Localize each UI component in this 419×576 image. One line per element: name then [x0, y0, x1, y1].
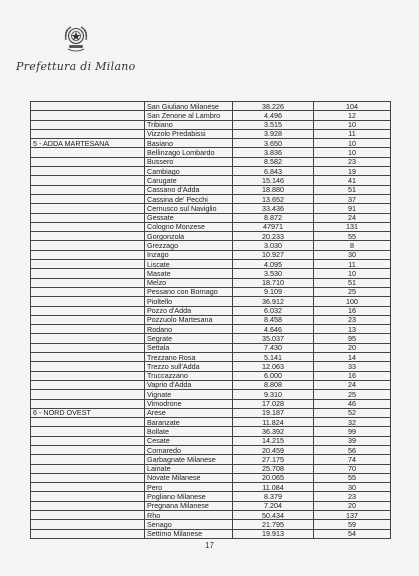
- population-cell: 4.646: [233, 325, 314, 334]
- municipality-cell: Basiano: [145, 139, 233, 148]
- count-cell: 20: [314, 343, 391, 352]
- municipality-cell: Melzo: [145, 278, 233, 287]
- district-cell: [31, 464, 145, 473]
- table-row: [31, 232, 391, 241]
- district-cell: [31, 325, 145, 334]
- municipality-cell: San Zenone al Lambro: [145, 111, 233, 120]
- municipality-cell: Pioltello: [145, 297, 233, 306]
- district-cell: [31, 148, 145, 157]
- table-row: [31, 111, 391, 120]
- table-row: [31, 213, 391, 222]
- population-cell: 3.836: [233, 148, 314, 157]
- population-cell: 6.000: [233, 371, 314, 380]
- municipality-cell: Vimodrone: [145, 399, 233, 408]
- count-cell: 46: [314, 399, 391, 408]
- district-cell: [31, 343, 145, 352]
- count-cell: 13: [314, 325, 391, 334]
- district-cell: [31, 390, 145, 399]
- population-cell: 8.872: [233, 213, 314, 222]
- population-cell: 7.204: [233, 501, 314, 510]
- population-cell: 3.650: [233, 139, 314, 148]
- population-cell: 5.141: [233, 353, 314, 362]
- table-row: [31, 455, 391, 464]
- count-cell: 131: [314, 222, 391, 231]
- district-cell: [31, 176, 145, 185]
- district-cell: [31, 315, 145, 324]
- population-cell: 36.392: [233, 427, 314, 436]
- district-cell: [31, 353, 145, 362]
- district-cell: [31, 287, 145, 296]
- district-cell: [31, 371, 145, 380]
- population-cell: 18.710: [233, 278, 314, 287]
- count-cell: 37: [314, 194, 391, 203]
- count-cell: 51: [314, 185, 391, 194]
- population-cell: 8.379: [233, 492, 314, 501]
- table-row: [31, 185, 391, 194]
- municipality-cell: Segrate: [145, 334, 233, 343]
- municipality-cell: Pessano con Bornago: [145, 287, 233, 296]
- count-cell: 55: [314, 473, 391, 482]
- district-cell: [31, 250, 145, 259]
- municipality-cell: Pregnana Milanese: [145, 501, 233, 510]
- municipality-cell: Tribiano: [145, 120, 233, 129]
- municipality-cell: Settimo Milanese: [145, 529, 233, 538]
- district-cell: [31, 362, 145, 371]
- district-cell: [31, 399, 145, 408]
- table-row: [31, 194, 391, 203]
- count-cell: 39: [314, 436, 391, 445]
- municipality-cell: Arese: [145, 408, 233, 417]
- table-row: [31, 222, 391, 231]
- population-cell: 3.515: [233, 120, 314, 129]
- municipality-cell: Carugate: [145, 176, 233, 185]
- district-cell: [31, 102, 145, 111]
- table-row: [31, 250, 391, 259]
- municipality-cell: Rodano: [145, 325, 233, 334]
- population-cell: 50.434: [233, 511, 314, 520]
- municipality-cell: Bussero: [145, 157, 233, 166]
- count-cell: 56: [314, 445, 391, 454]
- count-cell: 23: [314, 157, 391, 166]
- district-cell: [31, 297, 145, 306]
- table-row: [31, 520, 391, 529]
- count-cell: 30: [314, 483, 391, 492]
- count-cell: 99: [314, 427, 391, 436]
- municipality-cell: Bollate: [145, 427, 233, 436]
- count-cell: 16: [314, 306, 391, 315]
- count-cell: 55: [314, 232, 391, 241]
- population-cell: 47971: [233, 222, 314, 231]
- municipality-cell: Vaprio d'Adda: [145, 380, 233, 389]
- district-cell: [31, 473, 145, 482]
- district-cell: [31, 306, 145, 315]
- table-row: [31, 297, 391, 306]
- district-cell: [31, 427, 145, 436]
- district-cell: [31, 241, 145, 250]
- district-cell: [31, 269, 145, 278]
- count-cell: 95: [314, 334, 391, 343]
- table-row: [31, 120, 391, 129]
- count-cell: 23: [314, 492, 391, 501]
- page-number: 17: [205, 541, 214, 550]
- district-cell: [31, 194, 145, 203]
- table-row: [31, 315, 391, 324]
- count-cell: 33: [314, 362, 391, 371]
- table-row: [31, 157, 391, 166]
- district-cell: [31, 111, 145, 120]
- republic-emblem-icon: [62, 22, 90, 54]
- population-cell: 21.795: [233, 520, 314, 529]
- count-cell: 10: [314, 148, 391, 157]
- municipality-cell: Pozzo d'Adda: [145, 306, 233, 315]
- population-cell: 9.109: [233, 287, 314, 296]
- district-cell: [31, 483, 145, 492]
- municipality-cell: Cernusco sul Naviglio: [145, 204, 233, 213]
- district-cell: [31, 278, 145, 287]
- population-cell: 8.808: [233, 380, 314, 389]
- table-row: [31, 306, 391, 315]
- population-cell: 36.912: [233, 297, 314, 306]
- municipality-cell: Baranzate: [145, 418, 233, 427]
- district-cell: [31, 260, 145, 269]
- municipality-cell: Vignate: [145, 390, 233, 399]
- district-cell: [31, 232, 145, 241]
- count-cell: 10: [314, 139, 391, 148]
- population-cell: 20.065: [233, 473, 314, 482]
- population-cell: 25.708: [233, 464, 314, 473]
- population-cell: 14.215: [233, 436, 314, 445]
- municipality-table: [30, 101, 391, 539]
- table-row: [31, 380, 391, 389]
- population-cell: 6.843: [233, 167, 314, 176]
- count-cell: 14: [314, 353, 391, 362]
- district-cell: [31, 185, 145, 194]
- district-cell: [31, 520, 145, 529]
- population-cell: 19.913: [233, 529, 314, 538]
- district-cell: [31, 120, 145, 129]
- table-row: [31, 408, 391, 417]
- table-row: [31, 129, 391, 138]
- table-row: [31, 176, 391, 185]
- district-cell: [31, 157, 145, 166]
- table-row: [31, 464, 391, 473]
- table-row: [31, 492, 391, 501]
- district-cell: [31, 492, 145, 501]
- letterhead: Prefettura di Milano: [16, 60, 136, 73]
- count-cell: 23: [314, 315, 391, 324]
- table-row: [31, 325, 391, 334]
- table-row: [31, 473, 391, 482]
- municipality-cell: Inzago: [145, 250, 233, 259]
- municipality-cell: Cesate: [145, 436, 233, 445]
- population-cell: 8.582: [233, 157, 314, 166]
- municipality-cell: Garbagnate Milanese: [145, 455, 233, 464]
- count-cell: 52: [314, 408, 391, 417]
- table-row: [31, 362, 391, 371]
- count-cell: 137: [314, 511, 391, 520]
- population-cell: 3.530: [233, 269, 314, 278]
- table-row: [31, 511, 391, 520]
- district-cell: [31, 529, 145, 538]
- population-cell: 20.233: [233, 232, 314, 241]
- count-cell: 30: [314, 250, 391, 259]
- population-cell: 3.030: [233, 241, 314, 250]
- count-cell: 25: [314, 390, 391, 399]
- count-cell: 10: [314, 120, 391, 129]
- table-row: [31, 260, 391, 269]
- population-cell: 19.187: [233, 408, 314, 417]
- table-row: [31, 343, 391, 352]
- municipality-cell: Liscate: [145, 260, 233, 269]
- table-row: [31, 241, 391, 250]
- table-row: [31, 529, 391, 538]
- count-cell: 24: [314, 380, 391, 389]
- municipality-cell: Cassano d'Adda: [145, 185, 233, 194]
- table-row: [31, 167, 391, 176]
- table-row: [31, 287, 391, 296]
- district-cell: [31, 204, 145, 213]
- population-cell: 35.037: [233, 334, 314, 343]
- count-cell: 91: [314, 204, 391, 213]
- municipality-cell: Cassina de' Pecchi: [145, 194, 233, 203]
- population-cell: 38.226: [233, 102, 314, 111]
- count-cell: 24: [314, 213, 391, 222]
- district-cell: [31, 222, 145, 231]
- municipality-cell: Gessate: [145, 213, 233, 222]
- table-row: [31, 427, 391, 436]
- table-row: [31, 371, 391, 380]
- district-cell: 5 - ADDA MARTESANA: [31, 139, 145, 148]
- table-row: [31, 390, 391, 399]
- municipality-cell: San Giuliano Milanese: [145, 102, 233, 111]
- district-cell: [31, 167, 145, 176]
- count-cell: 41: [314, 176, 391, 185]
- table-row: [31, 483, 391, 492]
- table-row: [31, 139, 391, 148]
- count-cell: 100: [314, 297, 391, 306]
- population-cell: 6.032: [233, 306, 314, 315]
- count-cell: 20: [314, 501, 391, 510]
- municipality-cell: Cornaredo: [145, 445, 233, 454]
- district-cell: [31, 380, 145, 389]
- count-cell: 32: [314, 418, 391, 427]
- population-cell: 27.175: [233, 455, 314, 464]
- population-cell: 12.063: [233, 362, 314, 371]
- municipality-cell: Rho: [145, 511, 233, 520]
- table-row: [31, 278, 391, 287]
- municipality-cell: Cologno Monzese: [145, 222, 233, 231]
- municipality-cell: Lainate: [145, 464, 233, 473]
- count-cell: 16: [314, 371, 391, 380]
- district-cell: [31, 436, 145, 445]
- table-row: [31, 436, 391, 445]
- municipality-cell: Bellinzago Lombardo: [145, 148, 233, 157]
- table-row: [31, 353, 391, 362]
- municipality-cell: Pero: [145, 483, 233, 492]
- population-cell: 17.028: [233, 399, 314, 408]
- table-row: [31, 501, 391, 510]
- population-cell: 4.496: [233, 111, 314, 120]
- population-cell: 10.927: [233, 250, 314, 259]
- table-row: [31, 445, 391, 454]
- count-cell: 19: [314, 167, 391, 176]
- count-cell: 12: [314, 111, 391, 120]
- count-cell: 59: [314, 520, 391, 529]
- count-cell: 54: [314, 529, 391, 538]
- district-cell: [31, 455, 145, 464]
- table-row: [31, 399, 391, 408]
- municipality-cell: Settala: [145, 343, 233, 352]
- district-cell: [31, 334, 145, 343]
- municipality-cell: Masate: [145, 269, 233, 278]
- population-cell: 18.880: [233, 185, 314, 194]
- table-row: [31, 418, 391, 427]
- count-cell: 74: [314, 455, 391, 464]
- count-cell: 10: [314, 269, 391, 278]
- table-row: [31, 102, 391, 111]
- table-row: [31, 148, 391, 157]
- municipality-cell: Cambiago: [145, 167, 233, 176]
- population-cell: 8.458: [233, 315, 314, 324]
- table-body: [31, 102, 391, 539]
- municipality-cell: Senago: [145, 520, 233, 529]
- population-cell: 15.146: [233, 176, 314, 185]
- count-cell: 25: [314, 287, 391, 296]
- population-cell: 3.928: [233, 129, 314, 138]
- municipality-cell: Gorgonzola: [145, 232, 233, 241]
- district-cell: [31, 501, 145, 510]
- municipality-cell: Pogliano Milanese: [145, 492, 233, 501]
- population-cell: 9.310: [233, 390, 314, 399]
- municipality-cell: Vizzolo Predabissi: [145, 129, 233, 138]
- table-row: [31, 204, 391, 213]
- population-cell: 4.095: [233, 260, 314, 269]
- table-row: [31, 334, 391, 343]
- population-cell: 11.824: [233, 418, 314, 427]
- district-cell: [31, 511, 145, 520]
- municipality-cell: Grezzago: [145, 241, 233, 250]
- population-cell: 13.652: [233, 194, 314, 203]
- count-cell: 104: [314, 102, 391, 111]
- district-cell: [31, 129, 145, 138]
- population-cell: 20.459: [233, 445, 314, 454]
- population-cell: 33.436: [233, 204, 314, 213]
- district-cell: [31, 445, 145, 454]
- count-cell: 11: [314, 260, 391, 269]
- municipality-cell: Trezzano Rosa: [145, 353, 233, 362]
- population-cell: 7.430: [233, 343, 314, 352]
- municipality-cell: Truccazzano: [145, 371, 233, 380]
- district-cell: 6 - NORD OVEST: [31, 408, 145, 417]
- municipality-cell: Pozzuolo Martesana: [145, 315, 233, 324]
- count-cell: 70: [314, 464, 391, 473]
- district-cell: [31, 213, 145, 222]
- count-cell: 8: [314, 241, 391, 250]
- population-cell: 11.084: [233, 483, 314, 492]
- count-cell: 51: [314, 278, 391, 287]
- table-row: [31, 269, 391, 278]
- count-cell: 11: [314, 129, 391, 138]
- district-cell: [31, 418, 145, 427]
- municipality-cell: Novate Milanese: [145, 473, 233, 482]
- municipality-cell: Trezzo sull'Adda: [145, 362, 233, 371]
